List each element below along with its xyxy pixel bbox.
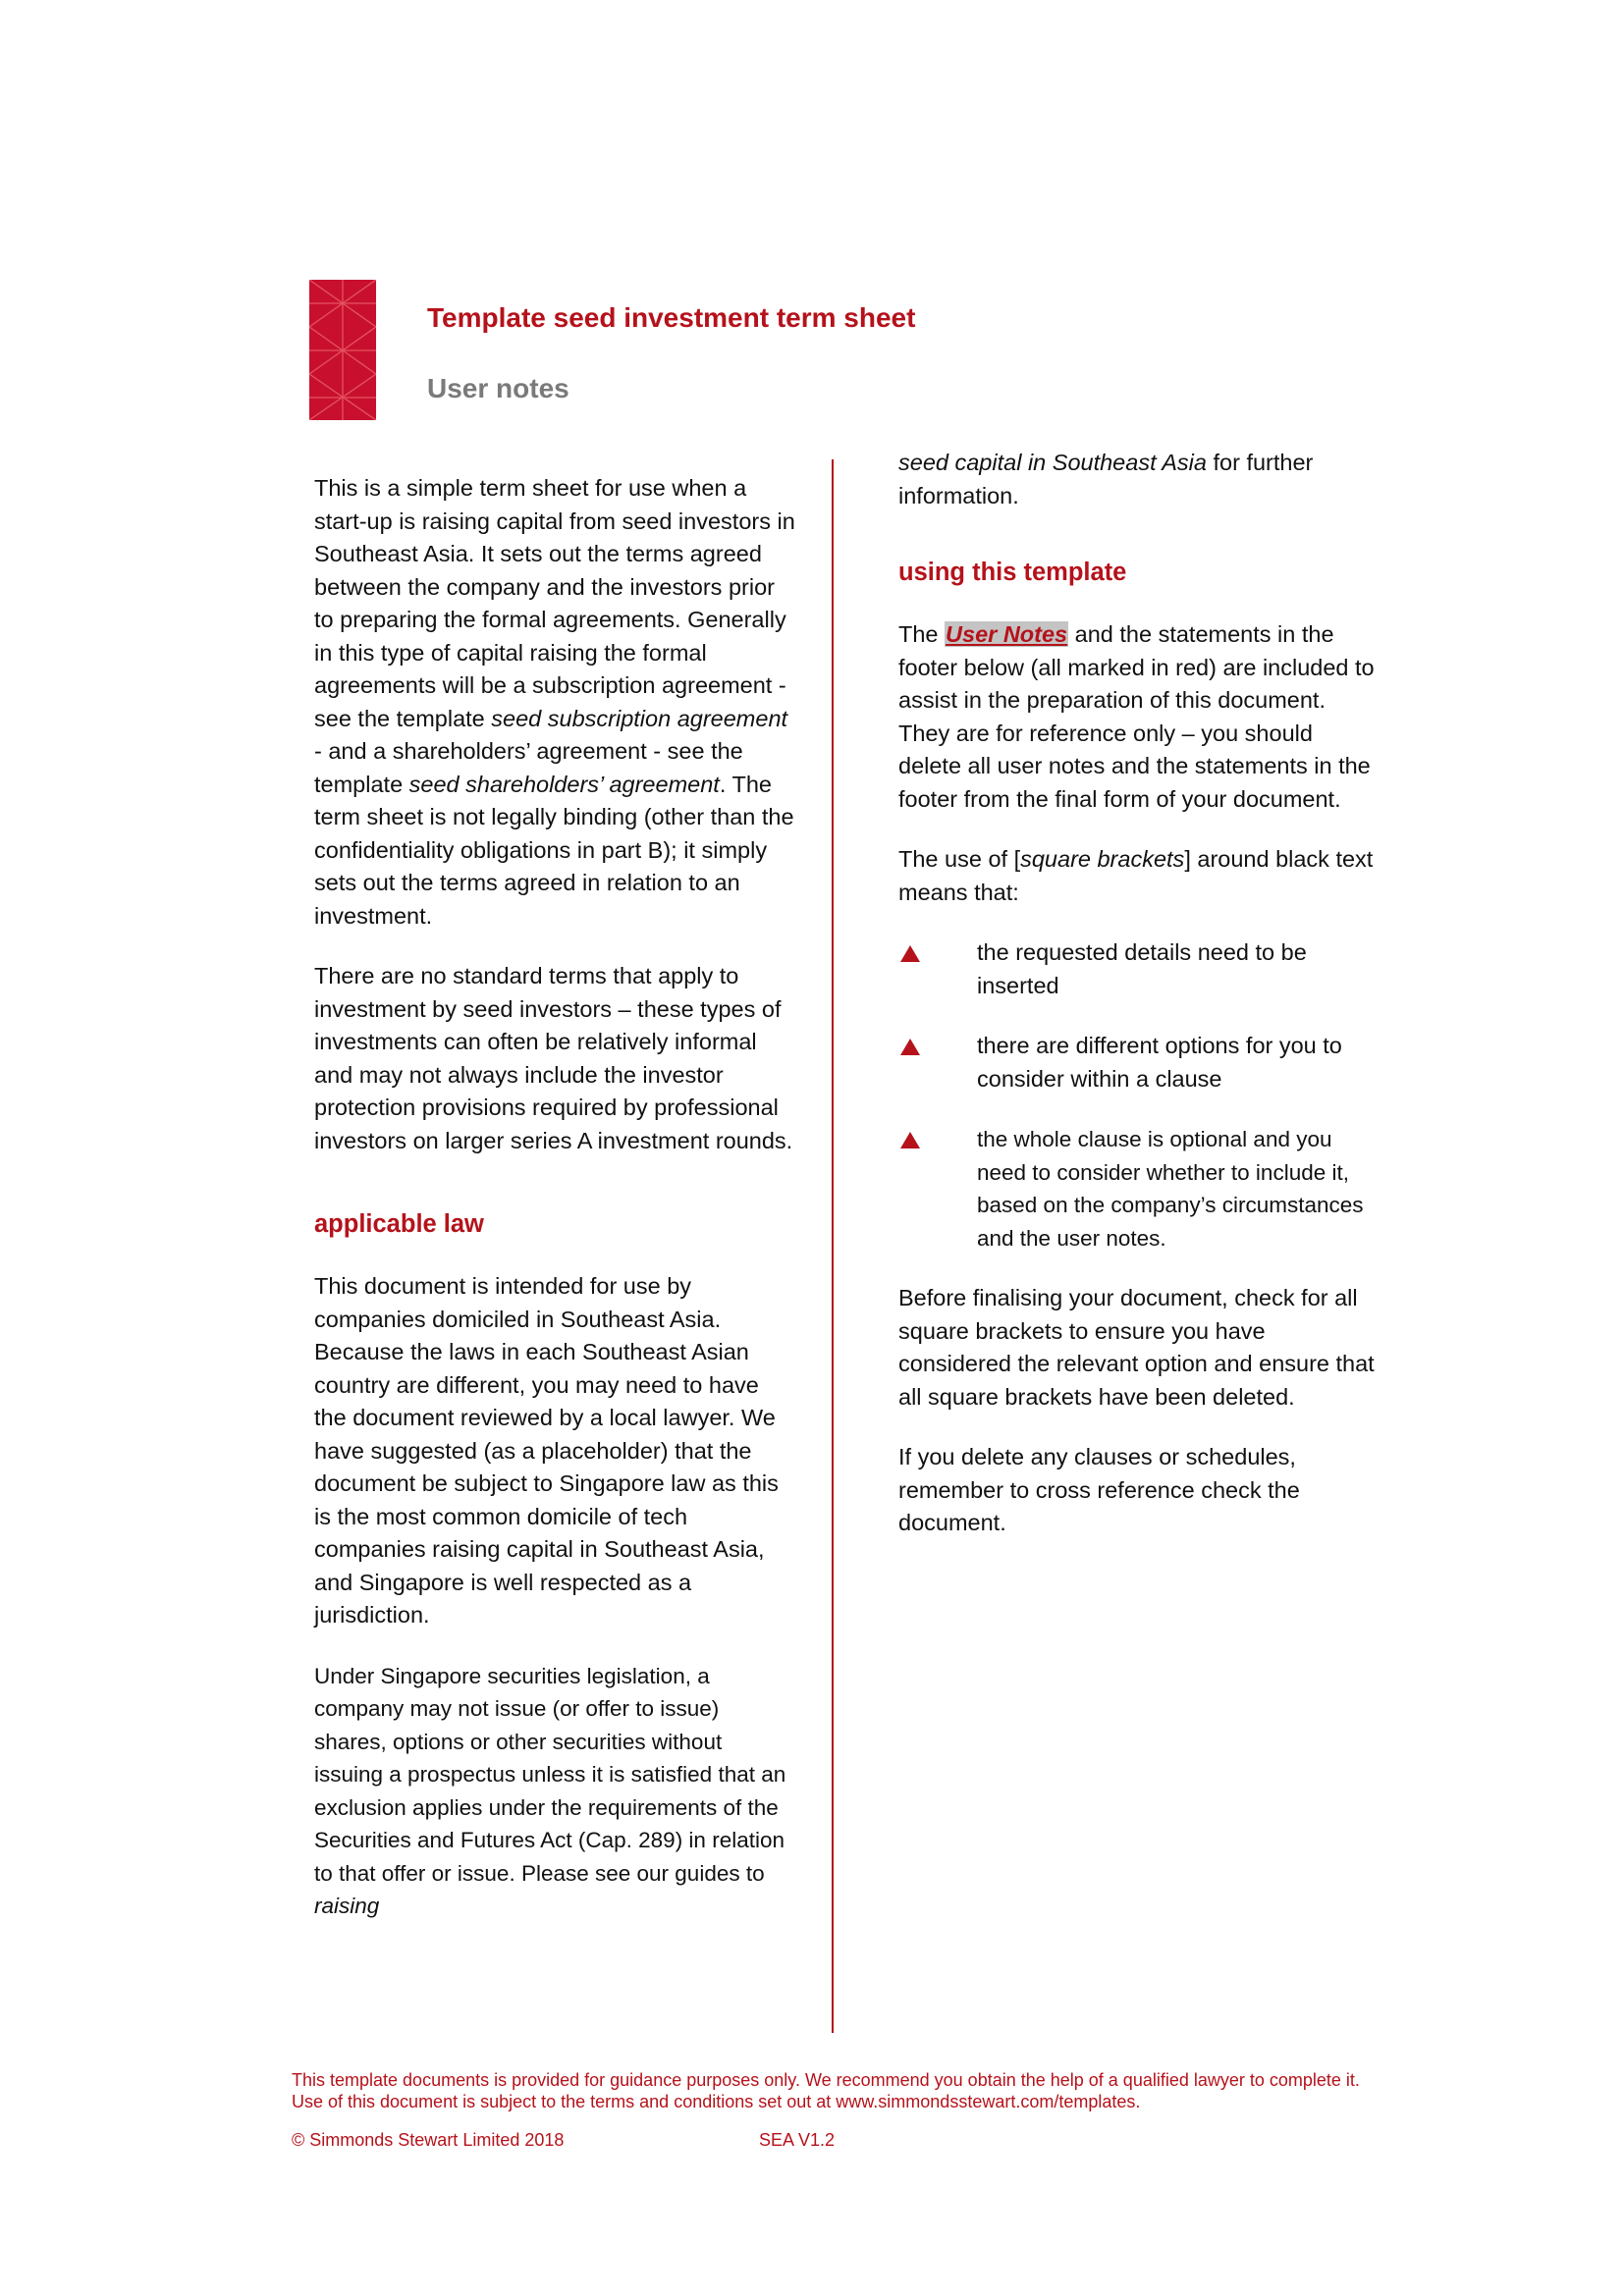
heading-applicable-law: applicable law bbox=[314, 1210, 484, 1238]
page-title: Template seed investment term sheet bbox=[427, 302, 916, 333]
right-column bbox=[898, 447, 1380, 1568]
footer-disclaimer: This template documents is provided for guidance purposes only. We recommend you obtain the help of a qualified lawyer to complete it. Use of this document is subject to the terms and conditions set out at www.simmondsstewart.com/templates. bbox=[292, 2070, 1360, 2111]
seed-investors-paragraph: There are no standard terms that apply to investment by seed investors – these types of investments can often be relatively informal and may not always include the investor protection provisions required by professional investors on larger series A investment rounds. bbox=[314, 963, 793, 1153]
footer-version: SEA V1.2 bbox=[759, 2130, 836, 2150]
continued-paragraph: seed capital in Southeast Asia for further information. bbox=[898, 450, 1314, 508]
page-subtitle: User notes bbox=[427, 373, 569, 403]
bullet-item: the whole clause is optional and you need to consider whether to include it, based on the company’s circumstances and the user notes. bbox=[898, 1123, 1380, 1255]
user-notes-paragraph: The User Notes and the statements in the footer below (all marked in red) are included to assist in the preparation of this document. They are for reference only – you should delete all user notes and the statements in the footer from the final form of your document. bbox=[898, 621, 1375, 812]
intro-paragraph: This is a simple term sheet for use when a start-up is raising capital from seed investors in Southeast Asia. It sets out the terms agreed between the company and the investors prior to preparing the formal agreements. Generally in this type of capital raising the formal agreements will be a subscription agreement - see the template seed subscription agreement - and a shareholders’ agreement - see the template seed shareholders’ agreement. The term sheet is not legally binding (other than the confidentiality obligations in part B); it simply sets out the terms agreed in relation to an investment. bbox=[314, 475, 795, 929]
securities-paragraph: Under Singapore securities legislation, a company may not issue (or offer to issue) shares, options or other securities without issuing a prospectus unless it is satisfied that an exclusion applies under the requirements of the Securities and Futures Act (Cap. 289) in relation to that offer or issue. Please see our guides to raising bbox=[314, 1663, 786, 1918]
triangle-bullet-icon bbox=[900, 945, 920, 962]
user-notes-highlight: User Notes bbox=[946, 621, 1068, 647]
footer-copyright: © Simmonds Stewart Limited 2018 bbox=[292, 2130, 565, 2150]
square-brackets-paragraph: The use of [square brackets] around black text means that: bbox=[898, 846, 1374, 905]
triangle-bullet-icon bbox=[900, 1039, 920, 1055]
bullet-item: there are different options for you to consider within a clause bbox=[898, 1030, 1380, 1095]
bullet-item: the requested details need to be inserted bbox=[898, 936, 1380, 1002]
delete-clauses-paragraph: If you delete any clauses or schedules, remember to cross reference check the document. bbox=[898, 1444, 1300, 1535]
brand-logo-icon bbox=[309, 280, 376, 420]
left-column bbox=[314, 472, 795, 1950]
applicable-law-paragraph: This document is intended for use by companies domiciled in Southeast Asia. Because the laws in each Southeast Asian country are different, you may need to have the document reviewed by a local lawyer. We have suggested (as a placeholder) that the document be subject to Singapore law as this is the most common domicile of tech companies raising capital in Southeast Asia, and Singapore is well respected as a jurisdiction. bbox=[314, 1273, 779, 1628]
finalise-paragraph: Before finalising your document, check for all square brackets to ensure you have considered the relevant option and ensure that all square brackets have been deleted. bbox=[898, 1285, 1375, 1410]
heading-using-template: using this template bbox=[898, 559, 1127, 586]
triangle-bullet-icon bbox=[900, 1132, 920, 1148]
column-divider bbox=[832, 459, 834, 2033]
